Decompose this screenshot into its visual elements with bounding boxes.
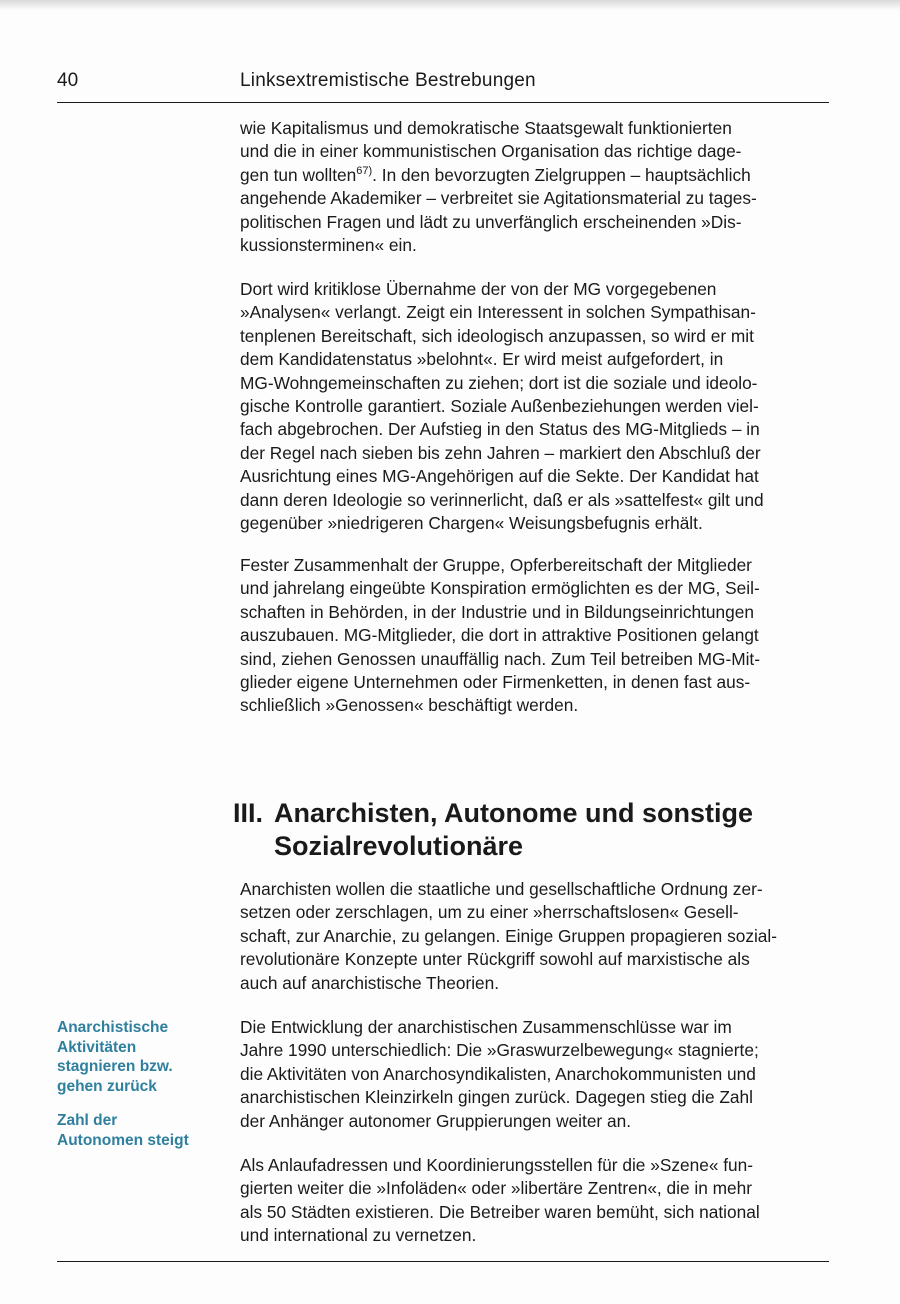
footnote-reference[interactable]: 67)	[356, 165, 373, 178]
text-line: gegenüber »niedrigeren Chargen« Weisungsbefugnis erhält.	[240, 513, 703, 534]
text-line: angehende Akademiker – verbreitet sie Agitationsmaterial zu tages-	[240, 188, 757, 209]
margin-note-autonomists	[57, 1111, 227, 1150]
text-line: kussionsterminen« ein.	[240, 235, 417, 256]
text-line: der Regel nach sieben bis zehn Jahren – markiert den Abschluß der	[240, 442, 761, 463]
footer-rule	[57, 1261, 829, 1262]
text-line: schaften in Behörden, in der Industrie und in Bildungseinrichtungen	[240, 601, 754, 622]
scan-edge-shadow	[0, 0, 900, 10]
header-rule	[57, 102, 829, 103]
text-line: MG-Wohngemeinschaften zu ziehen; dort ist die soziale und ideolo-	[240, 372, 758, 393]
text-line: der Anhänger autonomer Gruppierungen weiter an.	[240, 1110, 632, 1131]
text-line: dem Kandidatenstatus »belohnt«. Er wird meist aufgefordert, in	[240, 349, 724, 370]
margin-note-line: stagnieren bzw.	[57, 1058, 173, 1075]
text-line: und jahrelang eingeübte Konspiration ermöglichten es der MG, Seil-	[240, 578, 760, 599]
text-line: Anarchisten wollen die staatliche und gesellschaftliche Ordnung zer-	[240, 879, 763, 899]
margin-note-line: gehen zurück	[57, 1077, 157, 1095]
text-line: die Aktivitäten von Anarchosyndikalisten, Anarchokommunisten und	[240, 1063, 756, 1084]
text-line: revolutionäre Konzepte unter Rückgriff sowohl auf marxistische als	[240, 949, 750, 970]
text-line: dann deren Ideologie so verinnerlicht, daß er als »sattelfest« gilt und	[240, 489, 764, 510]
text-line: gierten weiter die »Infoläden« oder »libertäre Zentren«, die in mehr	[240, 1178, 753, 1199]
text-line: Dort wird kritiklose Übernahme der von der MG vorgegebenen	[240, 279, 717, 299]
text-line: setzen oder zerschlagen, um zu einer »herrschaftslosen« Gesell-	[240, 902, 739, 923]
text-line: politischen Fragen und lädt zu unverfänglich erscheinenden »Dis-	[240, 211, 742, 232]
section-title-line-2: Sozialrevolutionäre	[274, 831, 524, 861]
text-line: und die in einer kommunistischen Organisation das richtige dage-	[240, 141, 742, 162]
text-line: auszubauen. MG-Mitglieder, die dort in attraktive Positionen gelangt	[240, 625, 759, 646]
body-paragraph-3	[240, 554, 832, 718]
section-paragraph-1	[240, 878, 832, 995]
body-paragraph-1	[240, 117, 832, 257]
text-line: Fester Zusammenhalt der Gruppe, Opferbereitschaft der Mitglieder	[240, 555, 752, 575]
text-line	[240, 164, 832, 187]
margin-note-line: Autonomen steigt	[57, 1131, 189, 1149]
margin-note-line: Anarchistische	[57, 1019, 169, 1036]
text-line: sind, ziehen Genossen unauffällig nach. Zum Teil betreiben MG-Mit-	[240, 648, 760, 669]
text-line: gische Kontrolle garantiert. Soziale Außenbeziehungen werden viel-	[240, 396, 759, 417]
text-line: Ausrichtung eines MG-Angehörigen auf die Sekte. Der Kandidat hat	[240, 466, 759, 487]
text-line: auch auf anarchistische Theorien.	[240, 972, 500, 993]
text-fragment: gen tun wollten	[240, 164, 357, 185]
text-line: »Analysen« verlangt. Zeigt ein Interessent in solchen Sympathisan-	[240, 302, 756, 323]
text-line: Die Entwicklung der anarchistischen Zusammenschlüsse war im	[240, 1017, 732, 1037]
section-heading	[233, 797, 833, 863]
margin-note-activities	[57, 1018, 227, 1096]
text-line: und international zu vernetzen.	[240, 1225, 477, 1246]
text-line: glieder eigene Unternehmen oder Firmenketten, in denen fast aus-	[240, 672, 751, 693]
section-paragraph-3	[240, 1154, 832, 1248]
section-number: III.	[233, 798, 264, 828]
text-line: fach abgebrochen. Der Aufstieg in den Status des MG-Mitglieds – in	[240, 419, 760, 440]
section-title-line-1: Anarchisten, Autonome und sonstige	[274, 798, 754, 828]
page-number: 40	[57, 70, 79, 91]
running-title: Linksextremistische Bestrebungen	[240, 70, 536, 91]
text-line: schließlich »Genossen« beschäftigt werden.	[240, 695, 579, 716]
section-paragraph-2	[240, 1016, 832, 1133]
text-line: anarchistischen Kleinzirkeln gingen zurück. Dagegen stieg die Zahl	[240, 1087, 753, 1108]
body-paragraph-2	[240, 278, 832, 535]
margin-note-line: Zahl der	[57, 1112, 118, 1129]
text-line: Als Anlaufadressen und Koordinierungsstellen für die »Szene« fun-	[240, 1155, 754, 1175]
text-line: Jahre 1990 unterschiedlich: Die »Graswurzelbewegung« stagnierte;	[240, 1040, 759, 1061]
margin-note-line: Aktivitäten	[57, 1038, 137, 1056]
text-line: als 50 Städten existieren. Die Betreiber waren bemüht, sich national	[240, 1201, 760, 1222]
text-line: schaft, zur Anarchie, zu gelangen. Einige Gruppen propagieren sozial-	[240, 925, 778, 946]
text-line: wie Kapitalismus und demokratische Staatsgewalt funktionierten	[240, 118, 732, 138]
text-fragment: . In den bevorzugten Zielgruppen – hauptsächlich	[372, 164, 751, 185]
text-line: tenplenen Bereitschaft, sich ideologisch anzupassen, so wird er mit	[240, 325, 754, 346]
